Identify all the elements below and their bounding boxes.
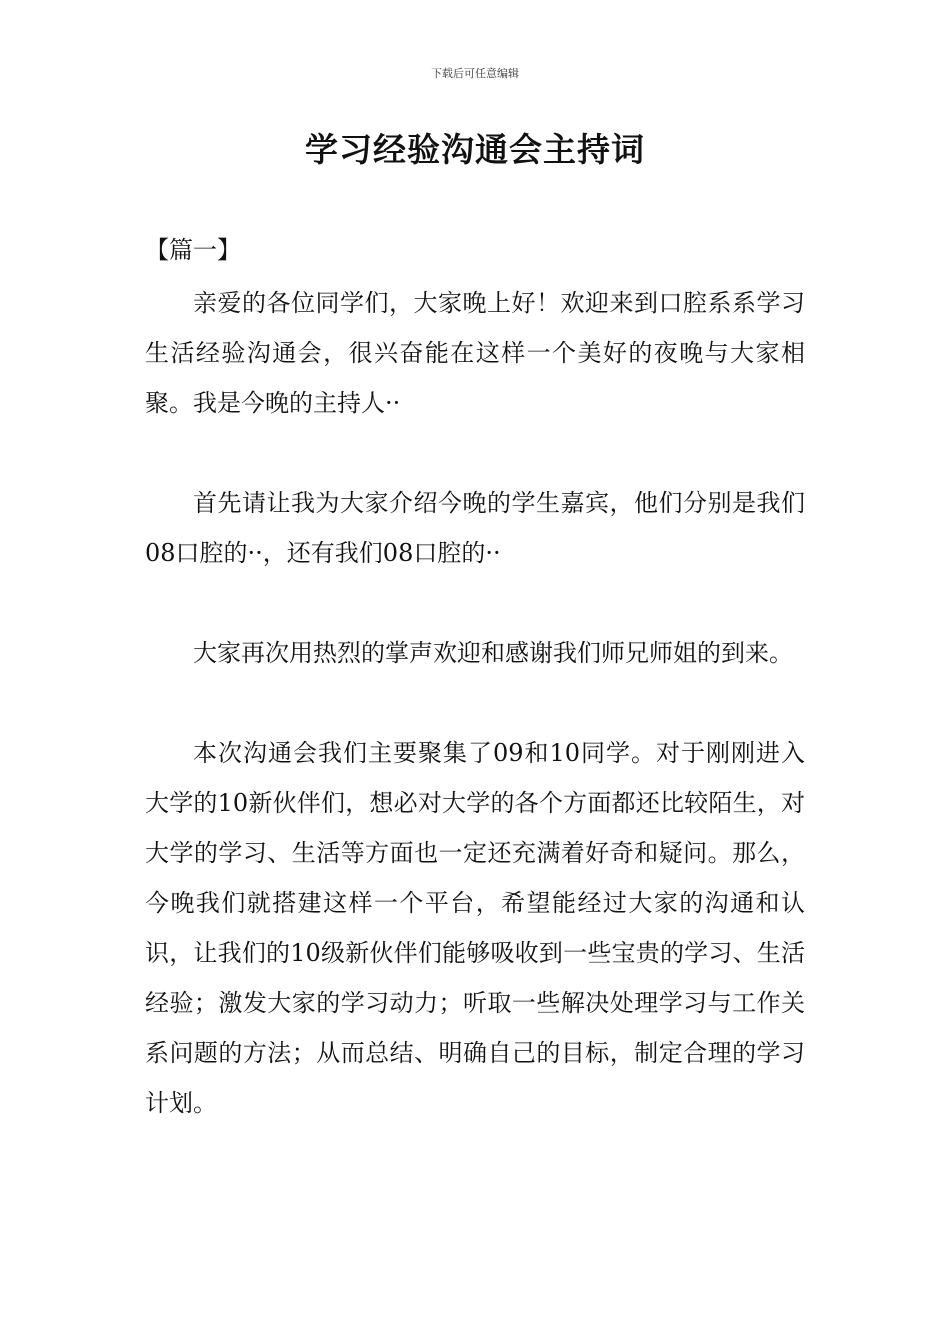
document-title: 学习经验沟通会主持词 (305, 130, 645, 169)
paragraph-guests: 首先请让我为大家介绍今晚的学生嘉宾，他们分别是我们08口腔的··，还有我们08口腔的·· (145, 489, 805, 567)
paragraph-welcome: 亲爱的各位同学们，大家晚上好！欢迎来到口腔系系学习生活经验沟通会，很兴奋能在这样一个美好的夜晚与大家相聚。我是今晚的主持人·· (145, 289, 805, 417)
paragraph-applause: 大家再次用热烈的掌声欢迎和感谢我们师兄师姐的到来。 (193, 639, 793, 667)
header-note: 下载后可任意编辑 (431, 67, 519, 80)
paragraph-purpose: 本次沟通会我们主要聚集了09和10同学。对于刚刚进入大学的10新伙伴们，想必对大学的各个方面都还比较陌生，对大学的学习、生活等方面也一定还充满着好奇和疑问。那么，今晚我们就搭建这样一个平台，希望能经过大家的沟通和认识，让我们的10级新伙伴们能够吸收到一些宝贵的学习、生活经验；激发大家的学习动力；听取一些解决处理学习与工作关系问题的方法；从而总结、明确自己的目标，制定合理的学习计划。 (145, 739, 805, 1117)
paragraph-spacer (145, 578, 805, 628)
paragraph-spacer (145, 678, 805, 728)
document-body (145, 228, 805, 1128)
paragraph-spacer (145, 428, 805, 478)
section-heading: 【篇一】 (145, 236, 241, 264)
